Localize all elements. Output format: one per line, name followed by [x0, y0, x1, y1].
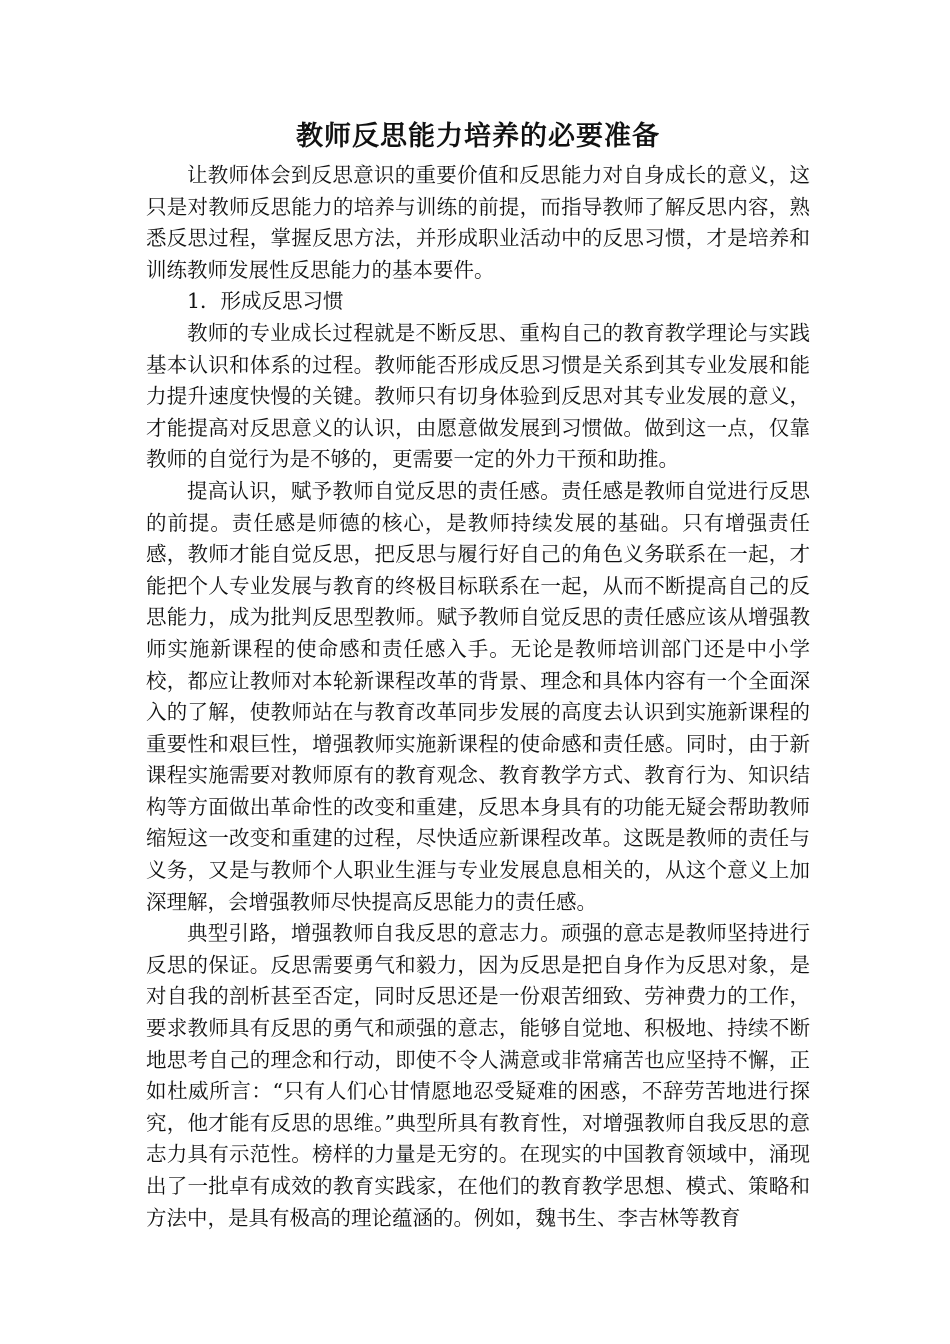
- paragraph-willpower: 典型引路，增强教师自我反思的意志力。顽强的意志是教师坚持进行反思的保证。反思需要勇气和毅力，因为反思是把自身作为反思对象，是对自我的剖析甚至否定，同时反思还是一份艰苦细致、劳神费力的工作，要求教师具有反思的勇气和顽强的意志，能够自觉地、积极地、持续不断地思考自己的理念和行动，即使不令人满意或非常痛苦也应坚持不懈，正如杜威所言：“只有人们心甘情愿地忍受疑难的困惑，不辞劳苦地进行探究，他才能有反思的思维。”典型所具有教育性，对增强教师自我反思的意志力具有示范性。榜样的力量是无穷的。在现实的中国教育领域中，涌现出了一批卓有成效的教育实践家，在他们的教育教学思想、模式、策略和方法中，是具有极高的理论蕴涵的。例如，魏书生、李吉林等教育: [146, 921, 810, 1230]
- paragraph-intro: 让教师体会到反思意识的重要价值和反思能力对自身成长的意义，这只是对教师反思能力的培养与训练的前提，而指导教师了解反思内容，熟悉反思过程，掌握反思方法，并形成职业活动中的反思习惯，才是培养和训练教师发展性反思能力的基本要件。: [146, 163, 810, 282]
- paragraph-responsibility: 提高认识，赋予教师自觉反思的责任感。责任感是教师自觉进行反思的前提。责任感是师德的核心，是教师持续发展的基础。只有增强责任感，教师才能自觉反思，把反思与履行好自己的角色义务联系在一起，才能把个人专业发展与教育的终极目标联系在一起，从而不断提高自己的反思能力，成为批判反思型教师。赋予教师自觉反思的责任感应该从增强教师实施新课程的使命感和责任感入手。无论是教师培训部门还是中小学校，都应让教师对本轮新课程改革的背景、理念和具体内容有一个全面深入的了解，使教师站在与教育改革同步发展的高度去认识到实施新课程的重要性和艰巨性，增强教师实施新课程的使命感和责任感。同时，由于新课程实施需要对教师原有的教育观念、教育教学方式、教育行为、知识结构等方面做出革命性的改变和重建，反思本身具有的功能无疑会帮助教师缩短这一改变和重建的过程，尽快适应新课程改革。这既是教师的责任与义务，又是与教师个人职业生涯与专业发展息息相关的，从这个意义上加深理解，会增强教师尽快提高反思能力的责任感。: [146, 478, 810, 914]
- paragraph-professional-growth: 教师的专业成长过程就是不断反思、重构自己的教育教学理论与实践基本认识和体系的过程。教师能否形成反思习惯是关系到其专业发展和能力提升速度快慢的关键。教师只有切身体验到反思对其专业发展的意义，才能提高对反思意义的认识，由愿意做发展到习惯做。做到这一点，仅靠教师的自觉行为是不够的，更需要一定的外力干预和助推。: [146, 320, 810, 472]
- document-page: [146, 118, 810, 1234]
- section-heading-habit: 1．形成反思习惯: [187, 289, 344, 314]
- document-title: 教师反思能力培养的必要准备: [296, 121, 660, 152]
